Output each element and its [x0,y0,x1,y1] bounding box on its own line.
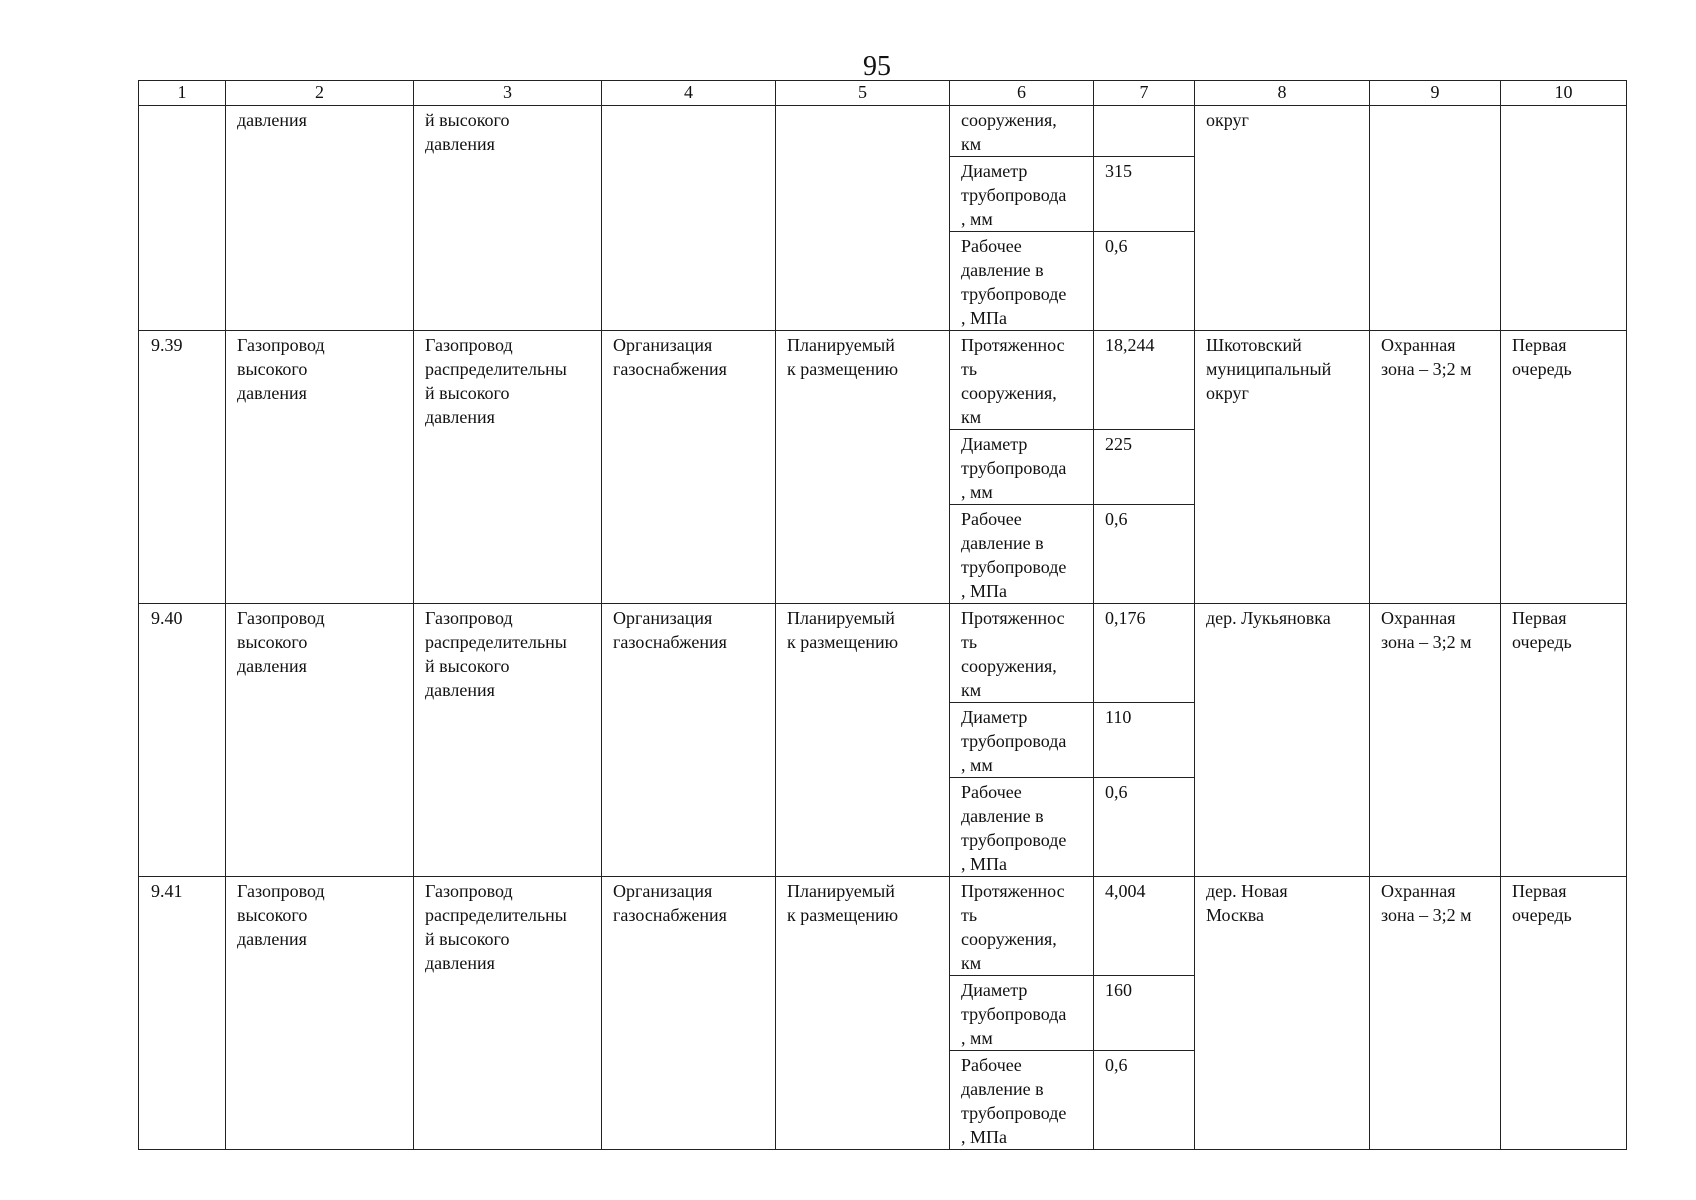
item-number-cell [139,604,226,877]
parameter-value: 315 [1105,161,1132,181]
parameter-label-line: Рабочее [961,236,1022,256]
location-cell [1195,106,1370,331]
location-line: Москва [1206,905,1264,925]
parameter-label-line: трубопроводе [961,284,1067,304]
parameter-value-cell [1094,1051,1195,1150]
parameter-label-line: давление в [961,260,1044,280]
parameter-label-line: км [961,134,982,154]
name-line: высокого [237,359,308,379]
type-line: распределительны [425,359,567,379]
parameter-label-line: , мм [961,755,993,775]
status-cell [776,604,950,877]
column-number-header: 4 [602,81,776,106]
location-cell [1195,331,1370,604]
name-line: давления [237,656,307,676]
column-number-header: 3 [414,81,602,106]
location-line: Шкотовский [1206,335,1302,355]
name-line: давления [237,929,307,949]
name-line: высокого [237,632,308,652]
parameter-label-line: , МПа [961,854,1007,874]
purpose-line: Организация [613,881,713,901]
parameter-value-cell [1094,430,1195,505]
parameter-value-cell [1094,331,1195,430]
parameter-label-line: км [961,953,982,973]
parameter-label-line: давление в [961,806,1044,826]
name-cell [226,106,414,331]
name-line: давления [237,383,307,403]
parameter-label-line: км [961,407,982,427]
purpose-cell [602,877,776,1150]
parameter-label-line: Рабочее [961,1055,1022,1075]
type-line: й высокого [425,656,510,676]
parameter-label-line: Протяженнос [961,335,1065,355]
type-line: давления [425,680,495,700]
type-line: распределительны [425,905,567,925]
location-line: дер. Лукьяновка [1206,608,1331,628]
parameter-label-cell [950,505,1094,604]
parameter-label-line: Протяженнос [961,881,1065,901]
parameter-label-cell [950,703,1094,778]
stage-cell [1501,604,1627,877]
zone-cell [1370,877,1501,1150]
type-line: давления [425,953,495,973]
item-number: 9.40 [151,608,183,628]
type-line: Газопровод [425,335,513,355]
parameter-label-cell [950,877,1094,976]
column-number-header: 7 [1094,81,1195,106]
item-number: 9.39 [151,335,183,355]
purpose-cell [602,604,776,877]
parameter-label-line: трубопроводе [961,557,1067,577]
parameter-value: 0,6 [1105,1055,1128,1075]
purpose-cell [602,331,776,604]
purpose-cell [602,106,776,331]
zone-cell [1370,331,1501,604]
zone-line: Охранная [1381,335,1456,355]
type-line: й высокого [425,383,510,403]
parameter-label-line: трубопровода [961,458,1067,478]
status-line: к размещению [787,632,899,652]
name-line: Газопровод [237,335,325,355]
parameter-value: 0,6 [1105,236,1128,256]
parameter-label-line: сооружения, [961,383,1057,403]
parameter-value: 0,176 [1105,608,1146,628]
parameter-label-cell [950,1051,1094,1150]
parameter-label-line: трубопровода [961,1004,1067,1024]
parameter-label-line: , МПа [961,581,1007,601]
parameter-label-line: Диаметр [961,434,1028,454]
parameter-value: 110 [1105,707,1132,727]
name-cell [226,604,414,877]
name-line: высокого [237,905,308,925]
column-number-header: 8 [1195,81,1370,106]
type-cell [414,604,602,877]
parameter-value-cell [1094,703,1195,778]
parameter-label-line: трубопроводе [961,1103,1067,1123]
stage-line: Первая [1512,608,1567,628]
name-line: Газопровод [237,881,325,901]
parameter-label-line: сооружения, [961,110,1057,130]
column-number-header: 6 [950,81,1094,106]
parameter-label-line: Диаметр [961,980,1028,1000]
parameter-label-line: давление в [961,533,1044,553]
zone-line: Охранная [1381,881,1456,901]
zone-line: зона – 3;2 м [1381,632,1472,652]
column-number-header-row [139,81,1627,106]
status-line: к размещению [787,905,899,925]
column-number-header: 2 [226,81,414,106]
status-line: к размещению [787,359,899,379]
column-number-header: 1 [139,81,226,106]
parameter-value-cell [1094,505,1195,604]
status-cell [776,877,950,1150]
parameter-label-line: Рабочее [961,782,1022,802]
column-number-header: 9 [1370,81,1501,106]
stage-line: очередь [1512,359,1572,379]
location-line: округ [1206,383,1249,403]
parameter-label-cell [950,604,1094,703]
stage-line: Первая [1512,881,1567,901]
location-line: дер. Новая [1206,881,1288,901]
type-line: й высокого [425,110,510,130]
parameter-label-cell [950,976,1094,1051]
type-cell [414,106,602,331]
parameter-value-cell [1094,976,1195,1051]
parameter-label-cell [950,778,1094,877]
parameter-value: 0,6 [1105,782,1128,802]
name-cell [226,877,414,1150]
parameter-label-line: Рабочее [961,509,1022,529]
stage-line: Первая [1512,335,1567,355]
table-row [139,331,1627,430]
zone-cell [1370,604,1501,877]
name-line: давления [237,110,307,130]
location-line: округ [1206,110,1249,130]
parameter-value: 160 [1105,980,1132,1000]
item-number: 9.41 [151,881,183,901]
purpose-line: газоснабжения [613,632,727,652]
parameter-label-line: , мм [961,482,993,502]
parameter-value-cell [1094,778,1195,877]
status-cell [776,106,950,331]
parameter-label-line: давление в [961,1079,1044,1099]
parameter-label-line: сооружения, [961,656,1057,676]
parameter-label-cell [950,157,1094,232]
parameter-value-cell [1094,157,1195,232]
parameter-value-cell [1094,877,1195,976]
number-cell [139,106,226,331]
parameter-value-cell [1094,232,1195,331]
planning-table [138,80,1627,1150]
stage-cell [1501,877,1627,1150]
parameter-value-cell [1094,106,1195,157]
page-number: 95 [863,51,891,82]
zone-cell [1370,106,1501,331]
parameter-label-line: ть [961,905,978,925]
status-line: Планируемый [787,881,895,901]
name-line: Газопровод [237,608,325,628]
parameter-label-line: Диаметр [961,161,1028,181]
type-cell [414,331,602,604]
purpose-line: Организация [613,608,713,628]
parameter-value: 18,244 [1105,335,1155,355]
parameter-value-cell [1094,604,1195,703]
type-line: й высокого [425,929,510,949]
parameter-label-cell [950,106,1094,157]
status-line: Планируемый [787,608,895,628]
parameter-label-line: ть [961,359,978,379]
parameter-label-line: сооружения, [961,929,1057,949]
table-row [139,877,1627,976]
type-cell [414,877,602,1150]
purpose-line: Организация [613,335,713,355]
type-line: Газопровод [425,608,513,628]
item-number-cell [139,331,226,604]
table-row [139,604,1627,703]
type-line: давления [425,134,495,154]
zone-line: зона – 3;2 м [1381,905,1472,925]
zone-line: зона – 3;2 м [1381,359,1472,379]
parameter-label-line: Протяженнос [961,608,1065,628]
parameter-label-cell [950,331,1094,430]
column-number-header: 10 [1501,81,1627,106]
parameter-label-cell [950,232,1094,331]
continuation-row [139,106,1627,157]
parameter-label-line: км [961,680,982,700]
type-line: давления [425,407,495,427]
column-number-header: 5 [776,81,950,106]
parameter-label-line: , МПа [961,308,1007,328]
parameter-label-line: ть [961,632,978,652]
type-line: Газопровод [425,881,513,901]
parameter-label-line: , МПа [961,1127,1007,1147]
status-cell [776,331,950,604]
parameter-label-line: , мм [961,1028,993,1048]
parameter-value: 225 [1105,434,1132,454]
name-cell [226,331,414,604]
stage-cell [1501,331,1627,604]
parameter-label-line: трубопровода [961,185,1067,205]
parameter-value: 4,004 [1105,881,1146,901]
stage-line: очередь [1512,632,1572,652]
parameter-label-line: трубопровода [961,731,1067,751]
status-line: Планируемый [787,335,895,355]
stage-cell [1501,106,1627,331]
purpose-line: газоснабжения [613,905,727,925]
parameter-label-line: трубопроводе [961,830,1067,850]
location-cell [1195,604,1370,877]
zone-line: Охранная [1381,608,1456,628]
parameter-label-line: , мм [961,209,993,229]
parameter-value: 0,6 [1105,509,1128,529]
item-number-cell [139,877,226,1150]
location-line: муниципальный [1206,359,1332,379]
stage-line: очередь [1512,905,1572,925]
type-line: распределительны [425,632,567,652]
location-cell [1195,877,1370,1150]
parameter-label-cell [950,430,1094,505]
parameter-label-line: Диаметр [961,707,1028,727]
purpose-line: газоснабжения [613,359,727,379]
